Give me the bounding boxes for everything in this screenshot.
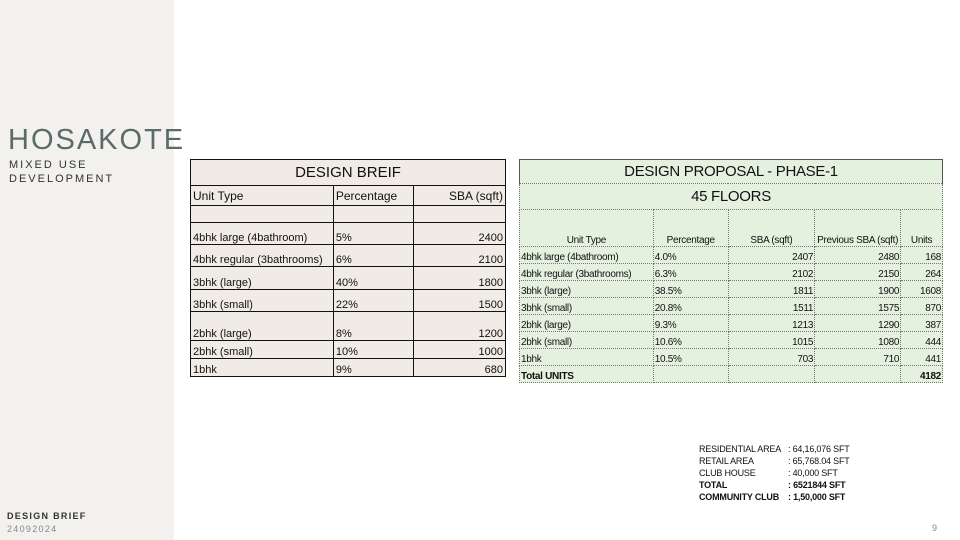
project-subtitle-line1: MIXED USE [9, 159, 88, 171]
summary-label: RESIDENTIAL AREA [699, 444, 781, 454]
cell-percentage: 6% [333, 245, 413, 267]
cell-percentage: 6.3% [653, 264, 728, 281]
header-units: Units [901, 210, 943, 247]
cell-sba: 1500 [413, 290, 505, 312]
cell-unit-type: 3bhk (large) [520, 281, 654, 298]
header-percentage: Percentage [333, 186, 413, 206]
cell-sba: 2400 [413, 223, 505, 245]
footer-date: 24092024 [7, 524, 58, 534]
table-row [520, 281, 943, 298]
design-proposal-subtitle: 45 FLOORS [520, 184, 943, 210]
summary-label: RETAIL AREA [699, 456, 754, 466]
design-proposal-title: DESIGN PROPOSAL - PHASE-1 [520, 160, 943, 184]
summary-label: TOTAL [699, 480, 728, 490]
page-number: 9 [932, 523, 938, 533]
empty-cell [653, 366, 728, 383]
table-row [191, 267, 506, 290]
cell-unit-type: 4bhk regular (3bathrooms) [191, 245, 334, 267]
cell-unit-type: 2bhk (large) [520, 315, 654, 332]
cell-previous-sba: 2480 [815, 247, 901, 264]
design-brief-empty-row [191, 206, 506, 223]
cell-sba: 1213 [728, 315, 815, 332]
table-row [520, 315, 943, 332]
cell-percentage: 22% [333, 290, 413, 312]
summary-row-retail [699, 455, 850, 467]
summary-value: : 1,50,000 SFT [788, 492, 846, 502]
empty-cell [191, 206, 334, 223]
cell-sba: 2407 [728, 247, 815, 264]
table-row [520, 247, 943, 264]
cell-units: 1608 [901, 281, 943, 298]
cell-unit-type: 2bhk (small) [520, 332, 654, 349]
cell-unit-type: 1bhk [520, 349, 654, 366]
design-brief-header-row [191, 186, 506, 206]
total-label: Total UNITS [520, 366, 654, 383]
header-sba: SBA (sqft) [413, 186, 505, 206]
summary-row-residential [699, 443, 850, 455]
empty-cell [413, 206, 505, 223]
cell-units: 264 [901, 264, 943, 281]
total-units: 4182 [901, 366, 943, 383]
cell-unit-type: 2bhk (large) [191, 312, 334, 341]
empty-cell [728, 366, 815, 383]
cell-unit-type: 3bhk (small) [191, 290, 334, 312]
design-proposal-header-row [520, 210, 943, 247]
header-previous-sba: Previous SBA (sqft) [815, 210, 901, 247]
summary-label: COMMUNITY CLUB [699, 492, 780, 502]
table-row [520, 349, 943, 366]
project-subtitle-line2: DEVELOPMENT [9, 173, 115, 185]
table-row [191, 312, 506, 341]
summary-row-total [699, 479, 850, 491]
cell-sba: 2100 [413, 245, 505, 267]
cell-previous-sba: 1290 [815, 315, 901, 332]
cell-units: 387 [901, 315, 943, 332]
header-unit-type: Unit Type [191, 186, 334, 206]
design-brief-table [190, 159, 506, 377]
cell-sba: 1015 [728, 332, 815, 349]
summary-label: CLUB HOUSE [699, 468, 756, 478]
cell-previous-sba: 2150 [815, 264, 901, 281]
cell-sba: 1000 [413, 341, 505, 359]
cell-units: 444 [901, 332, 943, 349]
project-title: HOSAKOTE [8, 124, 186, 156]
table-row [191, 245, 506, 267]
header-percentage: Percentage [653, 210, 728, 247]
cell-units: 168 [901, 247, 943, 264]
area-summary [699, 443, 850, 503]
empty-cell [815, 366, 901, 383]
cell-unit-type: 4bhk large (4bathroom) [191, 223, 334, 245]
cell-unit-type: 3bhk (small) [520, 298, 654, 315]
cell-percentage: 10% [333, 341, 413, 359]
cell-previous-sba: 710 [815, 349, 901, 366]
cell-sba: 1200 [413, 312, 505, 341]
cell-sba: 2102 [728, 264, 815, 281]
summary-value: : 6521844 SFT [788, 480, 846, 490]
cell-percentage: 9.3% [653, 315, 728, 332]
summary-value: : 65,768.04 SFT [788, 456, 850, 466]
cell-unit-type: 4bhk regular (3bathrooms) [520, 264, 654, 281]
cell-percentage: 8% [333, 312, 413, 341]
design-proposal-table [519, 159, 943, 383]
cell-percentage: 5% [333, 223, 413, 245]
cell-sba: 1511 [728, 298, 815, 315]
sidebar [0, 0, 186, 540]
cell-units: 441 [901, 349, 943, 366]
summary-value: : 64,16,076 SFT [788, 444, 850, 454]
cell-sba: 1811 [728, 281, 815, 298]
cell-previous-sba: 1575 [815, 298, 901, 315]
table-row [191, 359, 506, 377]
summary-row-club-house [699, 467, 850, 479]
project-subtitle [9, 158, 114, 186]
cell-units: 870 [901, 298, 943, 315]
table-row [520, 298, 943, 315]
cell-previous-sba: 1080 [815, 332, 901, 349]
table-row [191, 223, 506, 245]
header-sba: SBA (sqft) [728, 210, 815, 247]
cell-sba: 703 [728, 349, 815, 366]
table-row [191, 341, 506, 359]
cell-percentage: 4.0% [653, 247, 728, 264]
summary-row-community-club [699, 491, 850, 503]
cell-unit-type: 4bhk large (4bathroom) [520, 247, 654, 264]
design-brief-title: DESIGN BREIF [191, 160, 506, 186]
cell-sba: 680 [413, 359, 505, 377]
cell-percentage: 38.5% [653, 281, 728, 298]
empty-cell [333, 206, 413, 223]
table-row [520, 332, 943, 349]
cell-previous-sba: 1900 [815, 281, 901, 298]
cell-unit-type: 3bhk (large) [191, 267, 334, 290]
cell-percentage: 10.5% [653, 349, 728, 366]
footer-label: DESIGN BRIEF [7, 511, 87, 521]
header-unit-type: Unit Type [520, 210, 654, 247]
cell-percentage: 40% [333, 267, 413, 290]
table-row [520, 264, 943, 281]
summary-value: : 40,000 SFT [788, 468, 838, 478]
cell-percentage: 20.8% [653, 298, 728, 315]
table-row [191, 290, 506, 312]
cell-percentage: 9% [333, 359, 413, 377]
cell-percentage: 10.6% [653, 332, 728, 349]
cell-unit-type: 2bhk (small) [191, 341, 334, 359]
cell-unit-type: 1bhk [191, 359, 334, 377]
total-row [520, 366, 943, 383]
cell-sba: 1800 [413, 267, 505, 290]
